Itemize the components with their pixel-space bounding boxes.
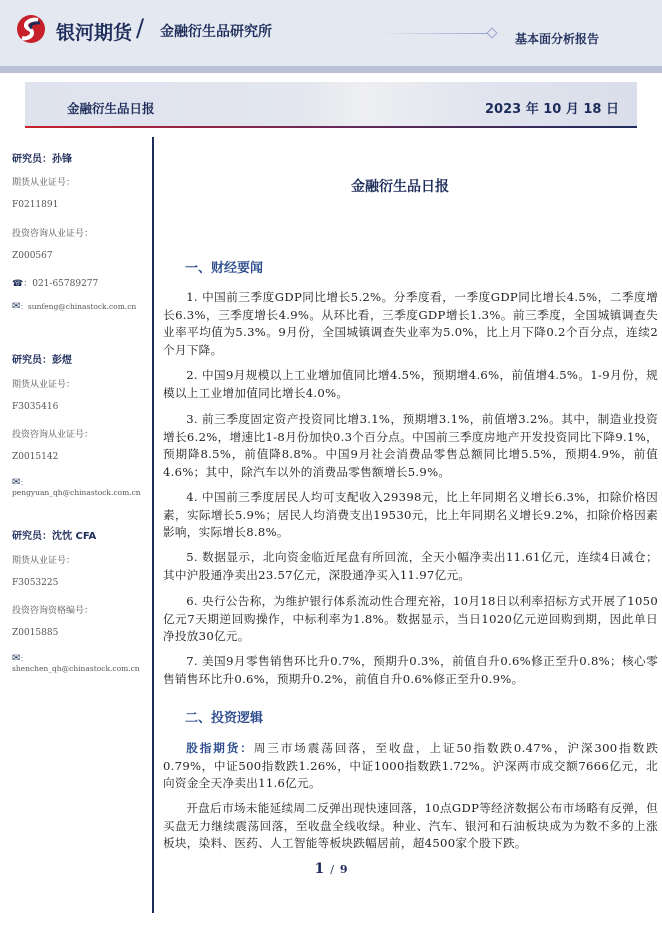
news-item: 2. 中国9月规模以上工业增加值同比增4.5%，预期增4.6%，前值增4.5%。1-9月份，规模以上工业增加值同比增长4.0%。 <box>163 368 658 400</box>
consult-label: 投资咨询从业证号： <box>12 228 94 239</box>
phone-icon: ☎ <box>12 278 24 289</box>
report-banner <box>25 82 637 128</box>
license-number: F0211891 <box>12 200 59 211</box>
document-title: 金融衍生品日报 <box>351 179 449 195</box>
phone-number: ：021-65789277 <box>23 278 99 289</box>
report-type: 基本面分析报告 <box>515 32 600 46</box>
mail-icon: ✉ <box>12 477 21 489</box>
news-item: 6. 央行公告称，为维护银行体系流动性合理充裕，10月18日以利率招标方式开展了1050亿元7天期逆回购操作，中标利率为1.8%。数据显示，当日1020亿元逆回购到期，因此单日净投放30亿元。 <box>163 594 658 643</box>
logic-paragraph <box>163 740 658 793</box>
total-pages: 9 <box>339 863 348 876</box>
sidebar-divider <box>152 137 154 913</box>
section-heading-logic: 二、投资逻辑 <box>185 711 264 726</box>
email-row <box>12 301 152 326</box>
license-label: 期货从业证号： <box>12 379 76 390</box>
email-row <box>12 653 152 678</box>
news-item: 7. 美国9月零售销售环比升0.7%，预期升0.3%，前值自升0.6%修正至升0.8%；核心零售销售环比升0.6%，预期升0.2%，前值自升0.6%修正至升0.9%。 <box>163 654 658 686</box>
page-separator: / <box>330 863 334 876</box>
report-date: 2023 年 10 月 18 日 <box>485 102 619 117</box>
logic-paragraph: 开盘后市场未能延续周二反弹出现快速回落，10点GDP等经济数据公布市场略有反弹，但买盘无力继续震荡回落，至收盘全线收绿。种业、汽车、银河和石油板块成为为数不多的上涨板块，染料、医药、人工智能等板块跌幅居前，超4500家个股下跌。 <box>163 801 658 850</box>
consult-label: 投资咨询资格编号： <box>12 606 94 616</box>
researcher-name: 研究员：彭煜 <box>12 355 72 367</box>
header-bar <box>0 66 662 73</box>
license-label: 期货从业证号： <box>12 555 76 566</box>
consult-number: Z0015142 <box>12 452 59 463</box>
institute-name: 金融衍生品研究所 <box>160 24 272 40</box>
section-heading-news: 一、财经要闻 <box>185 261 264 276</box>
news-item: 5. 数据显示，北向资金临近尾盘有所回流，全天小幅净卖出11.61亿元，连续4日减仓；其中沪股通净卖出23.57亿元，深股通净买入11.97亿元。 <box>163 550 658 582</box>
banner-title: 金融衍生品日报 <box>67 101 155 116</box>
news-item: 1. 中国前三季度GDP同比增长5.2%。分季度看，一季度GDP同比增长4.5%，二季度增长6.3%，三季度增长4.9%。从环比看，三季度GDP增长1.3%。前三季度，全国城镇调查失业率平均值为5.3%。9月份，全国城镇调查失业率为5.0%，比上月下降0.2个百分点，连续2个月下降。 <box>163 290 658 357</box>
diamond-icon <box>486 27 497 38</box>
header-divider-line <box>380 33 488 34</box>
logic-text: 周三市场震荡回落，至收盘，上证50指数跌0.47%，沪深300指数跌0.79%，中证500指数跌1.26%，中证1000指数跌1.72%。沪深两市成交额7666亿元，北向资金全天净卖出11.6亿元。 <box>163 741 658 790</box>
email[interactable]: ：shenchen_qh@chinastock.com.cn <box>12 654 140 674</box>
current-page: 1 <box>314 861 325 877</box>
news-item: 3. 前三季度固定资产投资同比增3.1%，预期增3.1%，前值增3.2%。其中，制造业投资增长6.2%，增速比1-8月份加快0.3个百分点。中国前三季度房地产开发投资同比下降9.1%，预期降8.5%，前值降8.8%。中国9月社会消费品零售总额同比增5.5%，预期4.9%，前值4.6%；其中，除汽车以外的消费品零售额增长5.9%。 <box>163 412 658 479</box>
researcher-name: 研究员：孙锋 <box>12 154 72 165</box>
consult-number: Z0015885 <box>12 628 59 639</box>
news-item: 4. 中国前三季度居民人均可支配收入29398元，比上年同期名义增长6.3%，扣除价格因素，实际增长5.9%；居民人均消费支出19530元，比上年同期名义增长9.2%，扣除价格因素影响，实际增长8.8%。 <box>163 490 658 539</box>
license-number: F3053225 <box>12 577 59 588</box>
license-label: 期货从业证号： <box>12 178 76 189</box>
logic-lead: 股指期货： <box>186 741 254 755</box>
brand-separator: / <box>136 14 145 42</box>
mail-icon: ✉ <box>12 653 21 665</box>
brand-name: 银河期货 <box>56 22 133 44</box>
license-number: F3035416 <box>12 401 59 412</box>
researcher-name: 研究员：沈忱 CFA <box>12 531 97 543</box>
email[interactable]: ：sunfeng@chinastock.com.cn <box>20 302 137 312</box>
page-number <box>0 861 662 877</box>
email[interactable]: ：pengyuan_qh@chinastock.com.cn <box>12 478 141 498</box>
email-row <box>12 477 152 502</box>
consult-label: 投资咨询从业证号： <box>12 429 94 440</box>
researcher-sidebar <box>12 150 152 679</box>
phone-row <box>12 276 152 301</box>
consult-number: Z000567 <box>12 250 53 261</box>
mail-icon: ✉ <box>12 301 21 313</box>
galaxy-futures-logo-icon <box>16 14 46 44</box>
page-header <box>0 0 662 68</box>
